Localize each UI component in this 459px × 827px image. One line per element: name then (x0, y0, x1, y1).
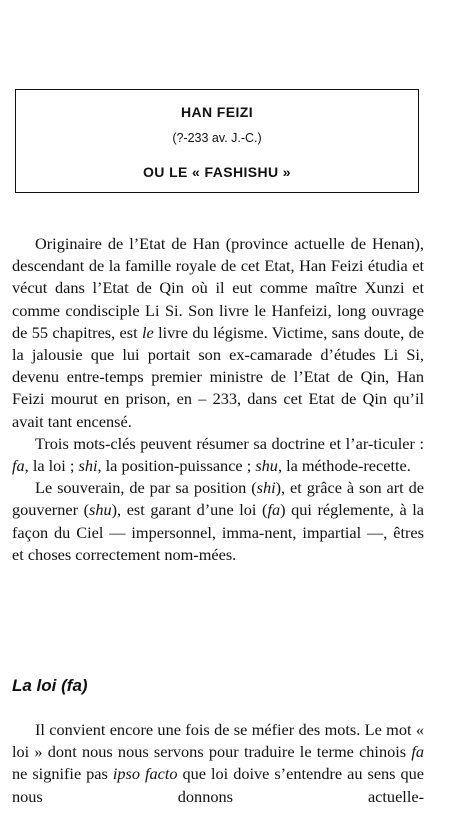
p3-text-c: ), est garant d’une loi ( (111, 500, 268, 520)
p2-text-d: , la méthode-recette. (277, 456, 411, 476)
paragraph-4 (12, 719, 424, 808)
p2-text-c: , la position-puissance ; (97, 456, 256, 476)
chapter-title-box (15, 89, 419, 193)
p1-text: Originaire de l’Etat de Han (province actuelle de Henan), descendant de la famille royale de cet Etat, Han Feizi étudia et vécut dans l’Etat de Qin où il eut comme maître Xunzi et comme condisciple Li Si. Son livre le Hanfeizi, long ouvrage de 55 chapitres, est (12, 234, 424, 342)
p2-text-b: , la loi ; (24, 456, 79, 476)
p3-text-d: ) qui réglemente, à la façon du Ciel — impersonnel, imma-nent, impartial —, êtres et choses correctement nom-mées. (12, 500, 424, 564)
p2-term-shu: shu (255, 456, 278, 476)
body-text (12, 233, 424, 566)
chapter-title: HAN FEIZI (180, 104, 254, 120)
p1-text-end: livre du légisme. Victime, sans doute, de la jalousie que lui portait son ex-camarade d’études Li Si, devenu entre-temps premier ministre de l’Etat de Qin, Han Feizi mourut en prison, en – 233, dans cet Etat de Qin qu’il avait tant encensé. (12, 322, 424, 431)
p4-term-fa: fa (411, 742, 424, 762)
paragraph-2 (12, 433, 424, 477)
p3-term-shi: shi (256, 478, 276, 498)
p4-term-ipso: ipso facto (112, 764, 178, 784)
section-heading: La loi (fa) (12, 676, 88, 695)
paragraph-1 (12, 233, 424, 433)
p4-text-a: Il convient encore une fois de se méfier des mots. Le mot « loi » dont nous nous servons pour traduire le terme chinois (12, 720, 424, 762)
p4-text-b: ne signifie pas (12, 764, 113, 784)
p3-text-a: Le souverain, de par sa position ( (35, 478, 257, 498)
chapter-dates: (?-233 av. J.-C.) (172, 131, 262, 145)
p3-term-fa: fa (267, 500, 281, 520)
p2-text-a: Trois mots-clés peuvent résumer sa doctrine et l’ar-ticuler : (35, 433, 424, 453)
chapter-subtitle: OU LE « FASHISHU » (142, 164, 291, 180)
p2-term-shi: shi (78, 456, 98, 476)
p1-emphasis: le (142, 322, 154, 342)
p3-text-b: ), et grâce à son art de gouverner ( (12, 478, 424, 520)
p3-term-shu: shu (89, 500, 112, 520)
section-body (12, 719, 424, 808)
p4-text-c: que loi doive s’entendre au sens que nous donnons actuelle- (12, 764, 425, 806)
paragraph-3 (12, 477, 424, 566)
p2-term-fa: fa (12, 456, 25, 476)
